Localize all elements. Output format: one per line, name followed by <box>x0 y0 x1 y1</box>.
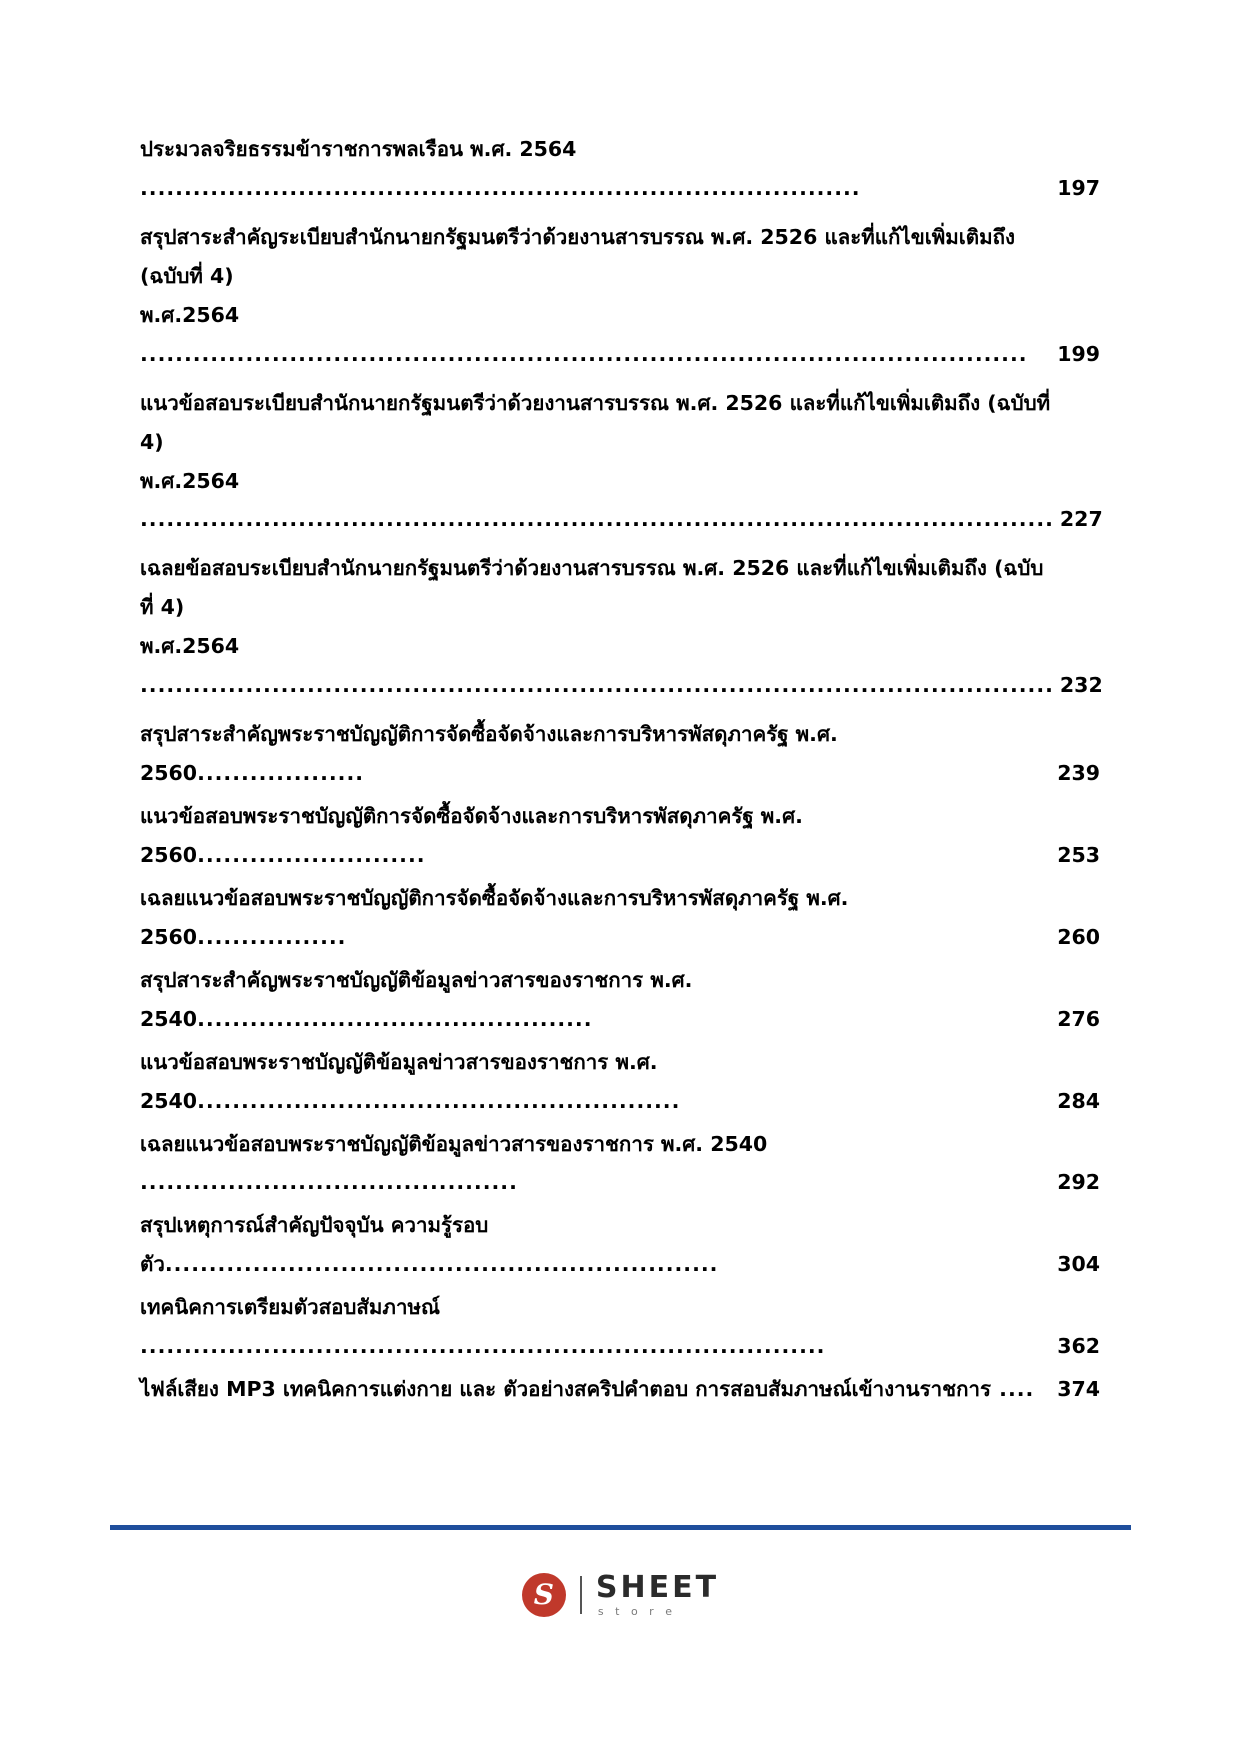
toc-leader: .............................................................................. <box>140 1334 826 1359</box>
toc-entry[interactable] <box>140 1370 1100 1409</box>
toc-page-number: 232 <box>1059 673 1103 698</box>
toc-leader: ........................................................................................................ <box>140 507 1054 532</box>
toc-entry-title: เฉลยแนวข้อสอบพระราชบัญญัติข้อมูลข่าวสารของราชการ พ.ศ. 2540 <box>140 1131 768 1156</box>
toc-entry-title: เทคนิคการเตรียมตัวสอบสัมภาษณ์ <box>140 1295 440 1320</box>
toc-leader: .... <box>991 1377 1035 1402</box>
toc-leader: .................................................................................. <box>140 175 861 200</box>
toc-entry-body <box>140 549 1054 705</box>
toc-entry-title: สรุปเหตุการณ์สำคัญปัจจุบัน ความรู้รอบตัว <box>140 1213 489 1277</box>
toc-entry-title: แนวข้อสอบพระราชบัญญัติข้อมูลข่าวสารของราชการ พ.ศ. 2540 <box>140 1049 658 1113</box>
toc-leader: .......................... <box>197 842 426 867</box>
toc-entry[interactable] <box>140 384 1103 540</box>
toc-page-number: 253 <box>1057 842 1100 867</box>
toc-entry-title: แนวข้อสอบระเบียบสำนักนายกรัฐมนตรีว่าด้วยงานสารบรรณ พ.ศ. 2526 และที่แก้ไขเพิ่มเติมถึง (ฉบับที่ 4) พ.ศ.2564 <box>140 390 1051 493</box>
toc-entry-title: สรุปสาระสำคัญพระราชบัญญัติการจัดซื้อจัดจ้างและการบริหารพัสดุภาครัฐ พ.ศ. 2560 <box>140 722 838 786</box>
toc-page-number: 374 <box>1057 1377 1100 1402</box>
logo-text <box>595 1570 720 1618</box>
toc-page-number: 304 <box>1057 1252 1100 1277</box>
toc-entry-title: เฉลยข้อสอบระเบียบสำนักนายกรัฐมนตรีว่าด้วยงานสารบรรณ พ.ศ. 2526 และที่แก้ไขเพิ่มเติมถึง (ฉบับที่ 4) พ.ศ.2564 <box>140 556 1044 659</box>
toc-entry-title: สรุปสาระสำคัญพระราชบัญญัติข้อมูลข่าวสารของราชการ พ.ศ. 2540 <box>140 967 693 1031</box>
toc-page-number: 239 <box>1057 761 1100 786</box>
toc-page-number: 260 <box>1057 924 1100 949</box>
toc-entry-body <box>140 715 1051 793</box>
toc-entry-body <box>140 1125 1051 1203</box>
toc-entry[interactable] <box>140 549 1103 705</box>
toc-leader: ............................................. <box>197 1006 593 1031</box>
toc-page-number: 197 <box>1057 175 1100 200</box>
page-footer <box>0 1525 1241 1645</box>
toc-entry[interactable] <box>140 879 1100 957</box>
toc-page-number: 292 <box>1057 1170 1100 1195</box>
toc-entry[interactable] <box>140 797 1100 875</box>
toc-leader: ..................................................................................................... <box>140 341 1028 366</box>
toc-leader: ................. <box>197 924 347 949</box>
logo-mark-icon: S <box>522 1573 566 1617</box>
toc-entry[interactable] <box>140 1125 1100 1203</box>
toc-leader: ................... <box>197 761 365 786</box>
logo-subtitle: s t o r e <box>597 1605 676 1618</box>
toc-entry-body <box>140 1043 1051 1121</box>
toc-leader: ........................................... <box>140 1170 518 1195</box>
logo-name: SHEET <box>595 1570 720 1605</box>
toc-entry-title: ประมวลจริยธรรมข้าราชการพลเรือน พ.ศ. 2564 <box>140 137 577 161</box>
toc-entry[interactable] <box>140 1043 1100 1121</box>
brand-logo <box>0 1570 1241 1618</box>
toc-entry-body <box>140 961 1051 1039</box>
toc-leader: ....................................................... <box>197 1088 681 1113</box>
toc-entry-title: ไฟล์เสียง MP3 เทคนิคการแต่งกาย และ ตัวอย่างสคริปคำตอบ การสอบสัมภาษณ์เข้างานราชการ <box>140 1377 992 1402</box>
toc-entry[interactable] <box>140 715 1100 793</box>
toc-entry[interactable] <box>140 218 1100 374</box>
toc-entry[interactable] <box>140 1288 1100 1366</box>
toc-entry-title: แนวข้อสอบพระราชบัญญัติการจัดซื้อจัดจ้างและการบริหารพัสดุภาครัฐ พ.ศ. 2560 <box>140 804 803 867</box>
toc-entry-body <box>140 218 1051 374</box>
toc-entry-body <box>140 384 1054 540</box>
table-of-contents <box>140 130 1103 1413</box>
toc-entry-body <box>140 879 1051 957</box>
toc-entry-body <box>140 1370 1051 1409</box>
toc-page-number: 284 <box>1057 1088 1100 1113</box>
toc-page-number: 362 <box>1057 1334 1100 1359</box>
toc-page-number: 199 <box>1057 341 1100 366</box>
toc-leader: ........................................................................................................ <box>140 673 1054 698</box>
toc-entry-title: เฉลยแนวข้อสอบพระราชบัญญัติการจัดซื้อจัดจ้างและการบริหารพัสดุภาครัฐ พ.ศ. 2560 <box>140 885 849 949</box>
toc-entry-body <box>140 797 1051 875</box>
toc-entry[interactable] <box>140 130 1100 208</box>
toc-entry-body <box>140 1288 1051 1366</box>
toc-entry-body <box>140 1206 1051 1284</box>
toc-entry-body <box>140 130 1051 208</box>
toc-page-number: 227 <box>1059 507 1103 532</box>
toc-entry-title: สรุปสาระสำคัญระเบียบสำนักนายกรัฐมนตรีว่าด้วยงานสารบรรณ พ.ศ. 2526 และที่แก้ไขเพิ่มเติมถึง (ฉบับที่ 4) พ.ศ.2564 <box>140 224 1016 327</box>
logo-divider <box>580 1576 582 1614</box>
toc-leader: ............................................................... <box>164 1252 719 1277</box>
toc-entry[interactable] <box>140 1206 1100 1284</box>
toc-entry[interactable] <box>140 961 1100 1039</box>
footer-divider <box>110 1525 1131 1530</box>
toc-page-number: 276 <box>1057 1006 1100 1031</box>
